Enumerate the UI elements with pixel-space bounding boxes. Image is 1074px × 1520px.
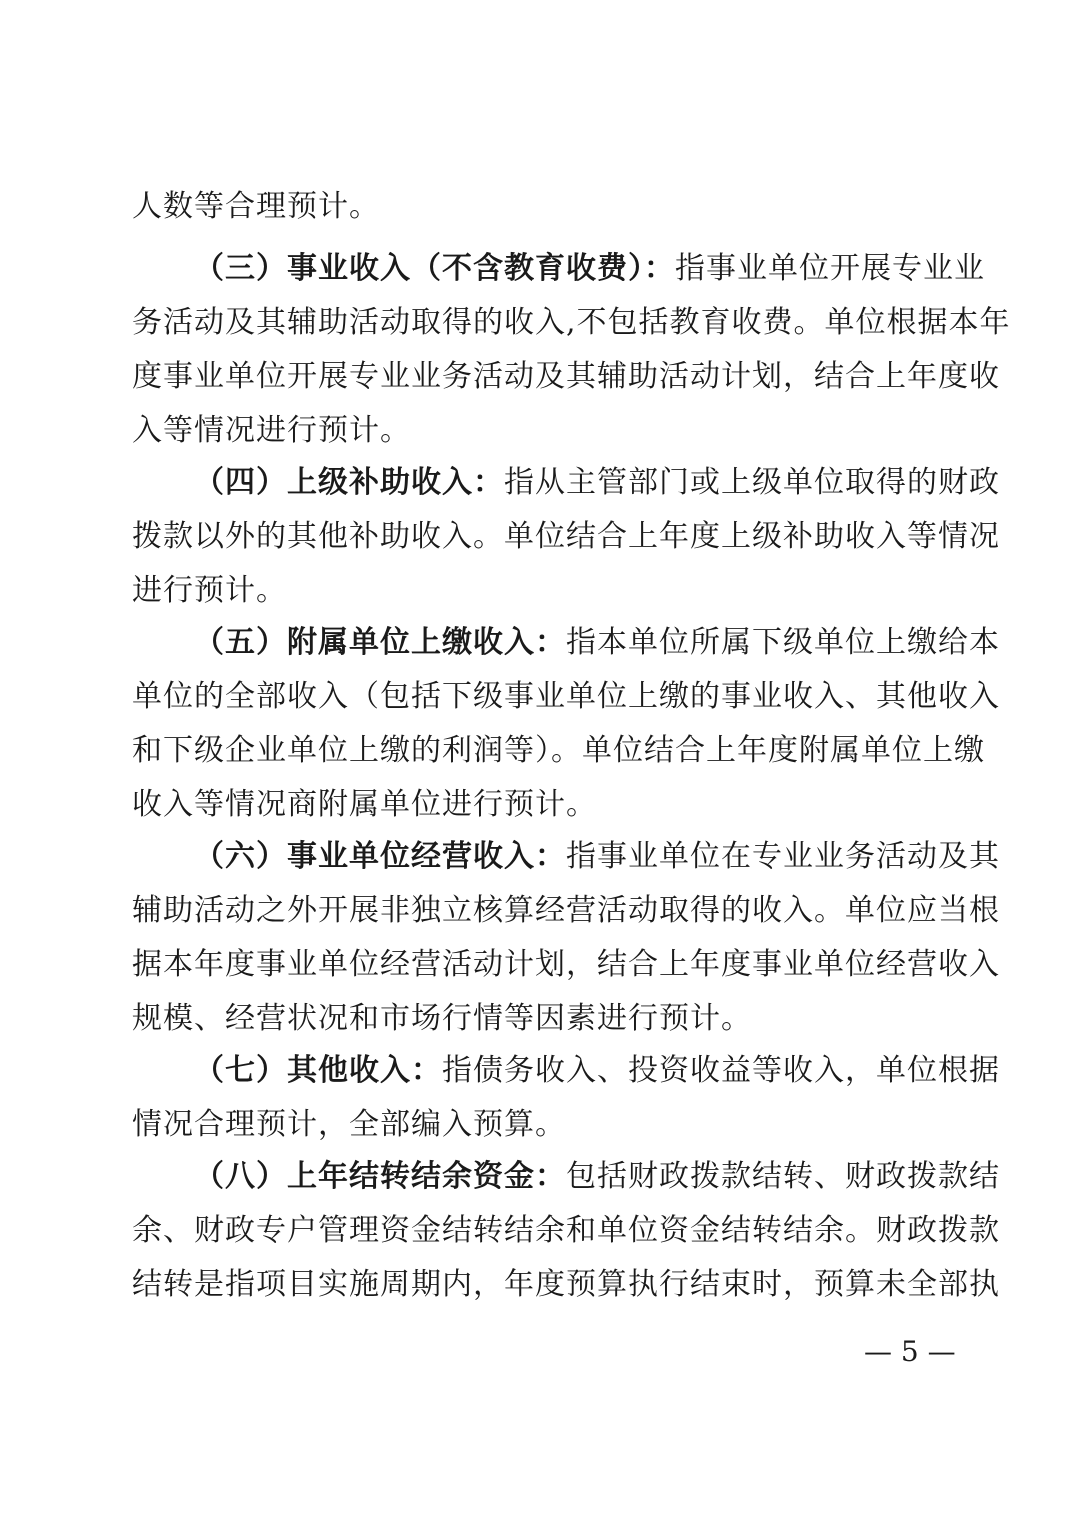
paragraph-line: 和下级企业单位上缴的利润等）。单位结合上年度附属单位上缴 xyxy=(132,733,985,768)
section-heading-4: （四）上级补助收入： xyxy=(194,465,504,500)
paragraph-line: 收入等情况商附属单位进行预计。 xyxy=(132,787,597,822)
paragraph-line xyxy=(194,456,1000,510)
paragraph-line: 结转是指项目实施周期内，年度预算执行结束时，预算未全部执 xyxy=(132,1267,1000,1302)
paragraph-line: 拨款以外的其他补助收入。单位结合上年度上级补助收入等情况 xyxy=(132,519,1000,554)
paragraph-text: 指事业单位在专业业务活动及其 xyxy=(566,839,1000,874)
section-heading-8: （八）上年结转结余资金： xyxy=(194,1159,566,1194)
paragraph-text: 指事业单位开展专业业 xyxy=(675,251,985,286)
paragraph-line xyxy=(194,1150,1000,1204)
paragraph-text: 指本单位所属下级单位上缴给本 xyxy=(566,625,1000,660)
paragraph-text: 指从主管部门或上级单位取得的财政 xyxy=(504,465,1000,500)
paragraph-line: 情况合理预计，全部编入预算。 xyxy=(132,1107,566,1142)
section-heading-5: （五）附属单位上缴收入： xyxy=(194,625,566,660)
page-number: — 5 — xyxy=(864,1335,956,1368)
paragraph-text: 包括财政拨款结转、财政拨款结 xyxy=(566,1159,1000,1194)
section-heading-6: （六）事业单位经营收入： xyxy=(194,839,566,874)
paragraph-line: 进行预计。 xyxy=(132,573,287,608)
paragraph-line: 度事业单位开展专业业务活动及其辅助活动计划，结合上年度收 xyxy=(132,359,1000,394)
paragraph-line xyxy=(194,830,1000,884)
paragraph-line xyxy=(194,616,1000,670)
paragraph-line: 据本年度事业单位经营活动计划，结合上年度事业单位经营收入 xyxy=(132,947,1000,982)
paragraph-text: 指债务收入、投资收益等收入，单位根据 xyxy=(442,1053,1000,1088)
paragraph-line xyxy=(194,1044,1000,1098)
section-heading-3: （三）事业收入（不含教育收费）： xyxy=(194,251,675,286)
paragraph-line: 务活动及其辅助活动取得的收入,不包括教育收费。单位根据本年 xyxy=(132,305,1011,340)
paragraph-line: 辅助活动之外开展非独立核算经营活动取得的收入。单位应当根 xyxy=(132,893,1000,928)
paragraph-line: 人数等合理预计。 xyxy=(132,189,380,224)
paragraph-line xyxy=(194,242,985,296)
paragraph-line: 入等情况进行预计。 xyxy=(132,413,411,448)
paragraph-line: 余、财政专户管理资金结转结余和单位资金结转结余。财政拨款 xyxy=(132,1213,1000,1248)
section-heading-7: （七）其他收入： xyxy=(194,1053,442,1088)
paragraph-line: 规模、经营状况和市场行情等因素进行预计。 xyxy=(132,1001,752,1036)
paragraph-line: 单位的全部收入（包括下级事业单位上缴的事业收入、其他收入 xyxy=(132,679,1000,714)
